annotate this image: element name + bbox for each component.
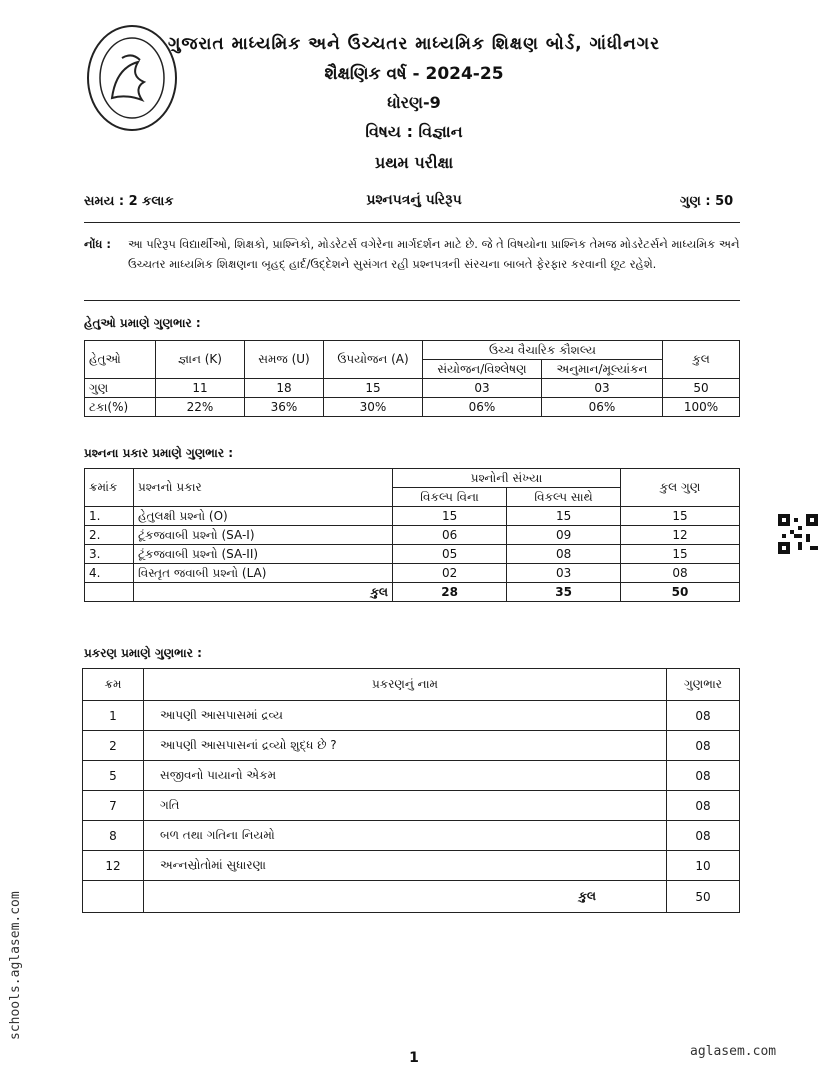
col-weight: ગુણભાર: [667, 669, 740, 701]
table-row: [83, 731, 740, 761]
cell: 12: [621, 526, 740, 545]
academic-year: શૈક્ષણિક વર્ષ - 2024-25: [324, 64, 504, 84]
cell: 2: [83, 731, 144, 761]
col-knowledge: જ્ઞાન (K): [156, 341, 245, 379]
marks-label: ગુણ : 50: [680, 194, 734, 209]
cell: 15: [621, 545, 740, 564]
col-application: ઉપયોજન (A): [324, 341, 423, 379]
cell: 08: [667, 701, 740, 731]
cell: 03: [541, 379, 662, 398]
objective-table: [84, 340, 740, 417]
cell: 2.: [85, 526, 134, 545]
side-watermark: [2, 860, 22, 1040]
cell: 36%: [245, 398, 324, 417]
exam-title: પ્રથમ પરીક્ષા: [374, 153, 454, 172]
table-row: [83, 701, 740, 731]
cell: 22%: [156, 398, 245, 417]
col-sr: ક્રમ: [83, 669, 144, 701]
table-row: [83, 821, 740, 851]
cell: 8: [83, 821, 144, 851]
cell: 06%: [423, 398, 542, 417]
site-watermark: aglasem.com: [690, 1044, 777, 1059]
cell: 11: [156, 379, 245, 398]
col-without-option: વિકલ્પ વિના: [393, 488, 507, 507]
standard: ધોરણ-9: [387, 93, 441, 112]
cell: બળ તથા ગતિના નિયમો: [144, 821, 667, 851]
col-chapter-name: પ્રકરણનું નામ: [144, 669, 667, 701]
cell: 15: [393, 507, 507, 526]
cell: 09: [507, 526, 621, 545]
cell: 08: [667, 761, 740, 791]
col-total-marks: કુલ ગુણ: [621, 469, 740, 507]
table-row: [83, 761, 740, 791]
page-number: 1: [409, 1050, 419, 1066]
cell: 03: [507, 564, 621, 583]
header-rule: [84, 222, 740, 223]
cell: 4.: [85, 564, 134, 583]
cell: 02: [393, 564, 507, 583]
table-row: [85, 564, 740, 583]
table-row: [85, 398, 740, 417]
question-type-table: [84, 468, 740, 602]
question-type-table-title: પ્રશ્નના પ્રકાર પ્રમાણે ગુણભાર :: [84, 446, 233, 460]
cell: વિસ્તૃત જવાબી પ્રશ્નો (LA): [134, 564, 393, 583]
cell: 08: [667, 791, 740, 821]
cell: 06%: [541, 398, 662, 417]
chapter-table: [82, 668, 740, 913]
cell: 08: [667, 821, 740, 851]
cell: 1.: [85, 507, 134, 526]
col-synthesis: સંયોજન/વિશ્લેષણ: [423, 360, 542, 379]
cell: ટૂંકજવાબી પ્રશ્નો (SA-I): [134, 526, 393, 545]
cell: 08: [667, 731, 740, 761]
cell: 03: [423, 379, 542, 398]
cell: કુલ: [144, 881, 667, 913]
cell: હેતુલક્ષી પ્રશ્નો (O): [134, 507, 393, 526]
table-total-row: [83, 881, 740, 913]
objective-table-title: હેતુઓ પ્રમાણે ગુણભાર :: [84, 316, 201, 330]
cell: 06: [393, 526, 507, 545]
cell: 10: [667, 851, 740, 881]
cell: 3.: [85, 545, 134, 564]
table-row: [85, 545, 740, 564]
side-watermark-text: schools.aglasem.com: [8, 891, 23, 1040]
cell: 30%: [324, 398, 423, 417]
table-row: [85, 526, 740, 545]
cell: આપણી આસપાસમાં દ્રવ્ય: [144, 701, 667, 731]
cell: 7: [83, 791, 144, 821]
cell: અન્નસ્રોતોમાં સુધારણા: [144, 851, 667, 881]
time-label: સમય : 2 કલાક: [84, 194, 174, 209]
cell: 08: [507, 545, 621, 564]
note-label: નોંધ :: [84, 237, 111, 251]
col-objectives: હેતુઓ: [85, 341, 156, 379]
paper-title: પ્રશ્નપત્રનું પરિરૂપ: [366, 192, 462, 208]
cell: 5: [83, 761, 144, 791]
cell: 08: [621, 564, 740, 583]
qr-code-icon: [778, 514, 818, 554]
table-row: [83, 851, 740, 881]
cell: 50: [667, 881, 740, 913]
col-type: પ્રશ્નનો પ્રકાર: [134, 469, 393, 507]
note-rule: [84, 300, 740, 301]
cell: 15: [507, 507, 621, 526]
cell: 18: [245, 379, 324, 398]
cell: 12: [83, 851, 144, 881]
col-sr: ક્રમાંક: [85, 469, 134, 507]
cell: 50: [621, 583, 740, 602]
cell: સજીવનો પાયાનો એકમ: [144, 761, 667, 791]
cell: ગતિ: [144, 791, 667, 821]
cell: 100%: [663, 398, 740, 417]
col-total: કુલ: [663, 341, 740, 379]
cell: 35: [507, 583, 621, 602]
table-row: [85, 379, 740, 398]
cell: 15: [621, 507, 740, 526]
subject: વિષય : વિજ્ઞાન: [365, 122, 463, 141]
table-row: [83, 791, 740, 821]
table-total-row: [85, 583, 740, 602]
chapter-table-title: પ્રકરણ પ્રમાણે ગુણભાર :: [84, 646, 202, 660]
table-row: [85, 507, 740, 526]
cell: 1: [83, 701, 144, 731]
cell: આપણી આસપાસનાં દ્રવ્યો શુદ્ધ છે ?: [144, 731, 667, 761]
note-text: આ પરિરૂપ વિદ્યાર્થીઓ, શિક્ષકો, પ્રાશ્નિકો, મોડરેટર્સ વગેરેના માર્ગદર્શન માટે છે. જે તે વિષયોના પ્રાશ્નિક તેમજ મોડરેટર્સને માધ્યમિક અને ઉચ્ચતર માધ્યમિક શિક્ષણના બૃહદ્ હાર્દ/ઉદ્દેશને સુસંગત રહી પ્રશ્નપત્રની સંરચના બાબતે ફેરફાર કરવાની છૂટ રહેશે.: [128, 237, 740, 271]
cell: કુલ: [134, 583, 393, 602]
cell: 28: [393, 583, 507, 602]
col-hots: ઉચ્ચ વૈચારિક કૌશલ્ય: [423, 341, 663, 360]
col-understanding: સમજ (U): [245, 341, 324, 379]
cell: ટૂંકજવાબી પ્રશ્નો (SA-II): [134, 545, 393, 564]
cell: 50: [663, 379, 740, 398]
col-with-option: વિકલ્પ સાથે: [507, 488, 621, 507]
cell: ટકા(%): [85, 398, 156, 417]
cell: 05: [393, 545, 507, 564]
cell: 15: [324, 379, 423, 398]
col-count: પ્રશ્નોની સંખ્યા: [393, 469, 621, 488]
board-title: ગુજરાત માધ્યમિક અને ઉચ્ચતર માધ્યમિક શિક્ષણ બોર્ડ, ગાંધીનગર: [167, 34, 660, 54]
cell: ગુણ: [85, 379, 156, 398]
col-evaluation: અનુમાન/મૂલ્યાંકન: [541, 360, 662, 379]
